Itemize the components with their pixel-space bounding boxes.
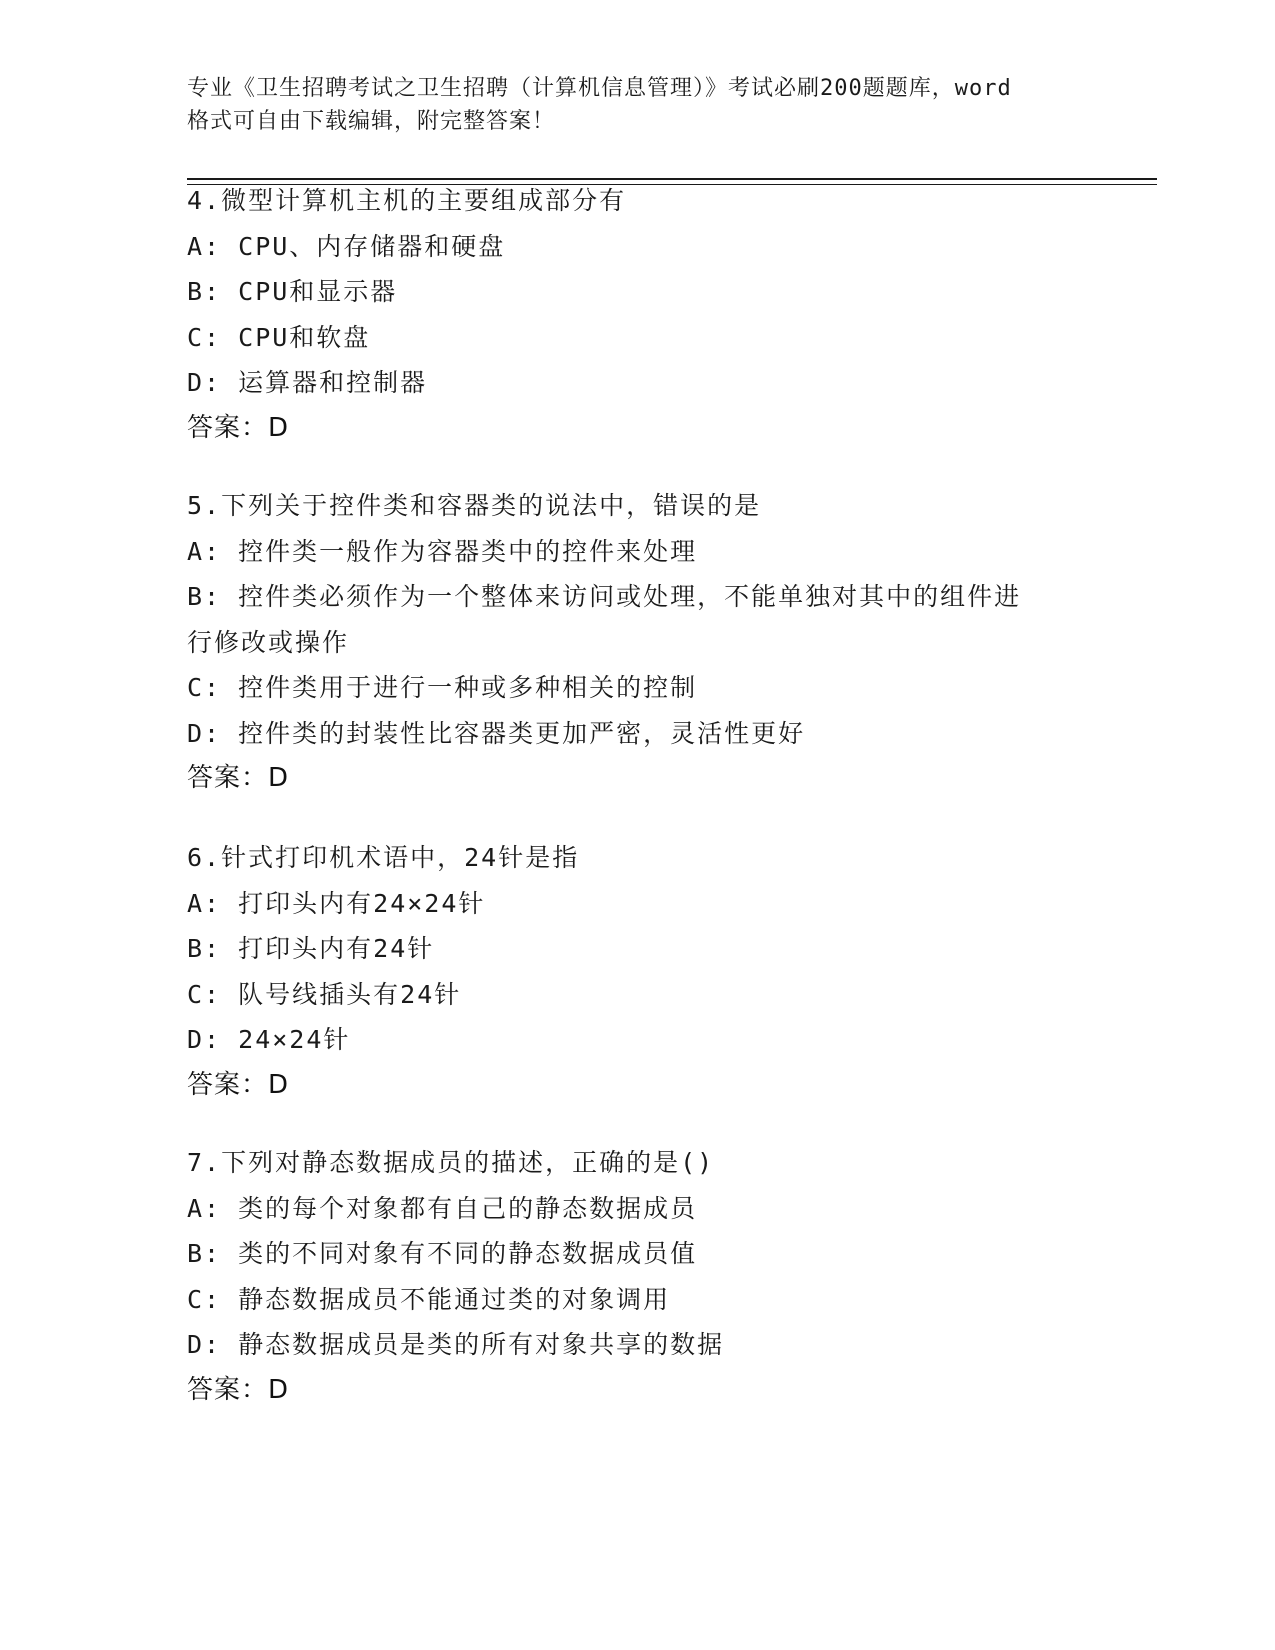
option-d: D: 控件类的封装性比容器类更加严密，灵活性更好 bbox=[187, 718, 806, 748]
answer-label: 答案：D bbox=[187, 1069, 290, 1100]
option-b-continued: 行修改或操作 bbox=[187, 627, 350, 657]
option-b: B: CPU和显示器 bbox=[187, 277, 398, 306]
option-b: B: 控件类必须作为一个整体来访问或处理，不能单独对其中的组件进 bbox=[187, 582, 1022, 611]
option-d: D: 运算器和控制器 bbox=[187, 368, 428, 397]
question-6 bbox=[187, 835, 1087, 1108]
option-b: B: 类的不同对象有不同的静态数据成员值 bbox=[187, 1239, 698, 1268]
header-line-1: 专业《卫生招聘考试之卫生招聘（计算机信息管理）》考试必刷200题题库，word bbox=[187, 76, 1012, 101]
question-4 bbox=[187, 178, 1087, 451]
question-stem: 7.下列对静态数据成员的描述，正确的是() bbox=[187, 1148, 715, 1177]
header-line-2: 格式可自由下载编辑，附完整答案！ bbox=[187, 109, 556, 134]
question-5 bbox=[187, 483, 1087, 802]
option-a: A: CPU、内存储器和硬盘 bbox=[187, 231, 506, 261]
option-b: B: 打印头内有24针 bbox=[187, 934, 435, 963]
option-a: A: 类的每个对象都有自己的静态数据成员 bbox=[187, 1193, 698, 1223]
document-header bbox=[187, 72, 1087, 138]
question-stem: 4.微型计算机主机的主要组成部分有 bbox=[187, 186, 627, 215]
question-stem: 6.针式打印机术语中，24针是指 bbox=[187, 843, 580, 872]
question-7 bbox=[187, 1140, 1087, 1413]
question-stem: 5.下列关于控件类和容器类的说法中，错误的是 bbox=[187, 491, 762, 520]
option-d: D: 24×24针 bbox=[187, 1025, 351, 1054]
option-c: C: 控件类用于进行一种或多种相关的控制 bbox=[187, 673, 698, 702]
answer-label: 答案：D bbox=[187, 1374, 290, 1405]
option-c: C: CPU和软盘 bbox=[187, 322, 371, 352]
option-a: A: 控件类一般作为容器类中的控件来处理 bbox=[187, 536, 698, 566]
answer-label: 答案：D bbox=[187, 763, 290, 793]
option-c: C: 队号线插头有24针 bbox=[187, 979, 462, 1009]
option-d: D: 静态数据成员是类的所有对象共享的数据 bbox=[187, 1330, 725, 1359]
option-c: C: 静态数据成员不能通过类的对象调用 bbox=[187, 1284, 671, 1314]
option-a: A: 打印头内有24×24针 bbox=[187, 888, 486, 918]
answer-label: 答案：D bbox=[187, 412, 290, 443]
